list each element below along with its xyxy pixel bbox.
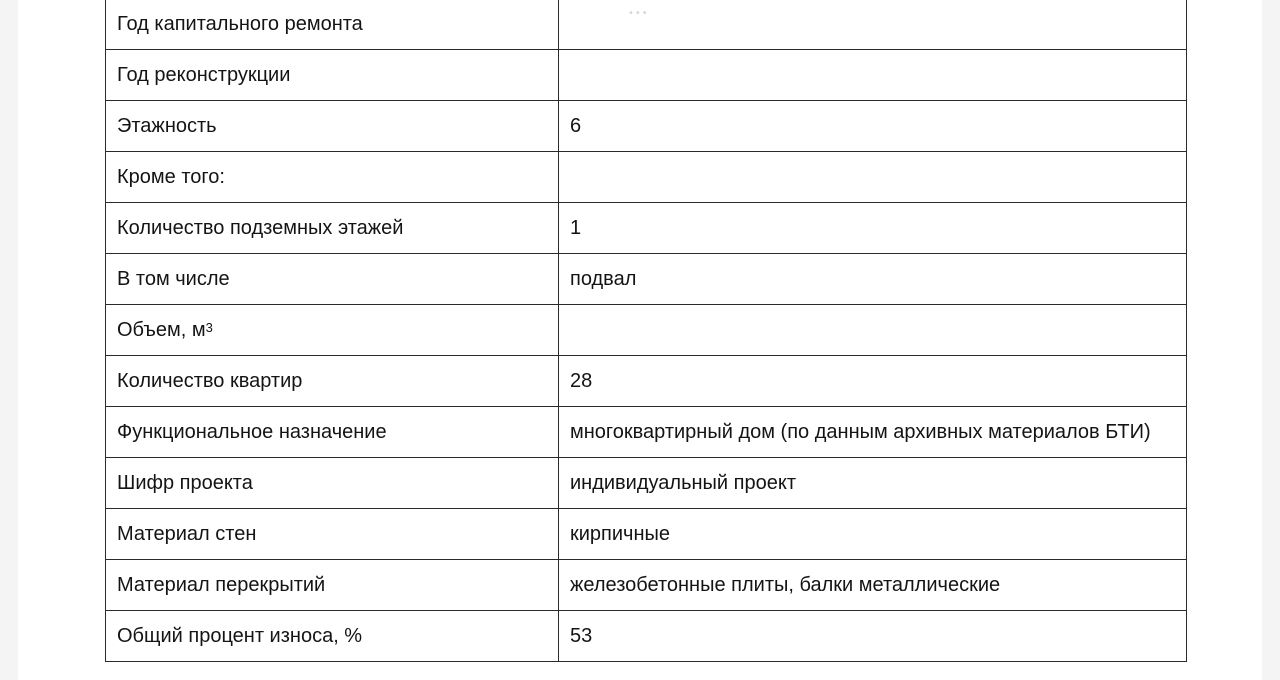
row-label: В том числе <box>106 254 559 305</box>
row-label: Шифр проекта <box>106 458 559 509</box>
row-label: Кроме того: <box>106 152 559 203</box>
superscript-3: 3 <box>205 319 213 335</box>
row-label: Функциональное назначение <box>106 407 559 458</box>
row-value <box>559 0 1187 50</box>
row-label: Количество подземных этажей <box>106 203 559 254</box>
row-value <box>559 152 1187 203</box>
row-value: железобетонные плиты, балки металлические <box>559 560 1187 611</box>
row-value: 53 <box>559 611 1187 662</box>
building-info-table <box>105 0 1187 662</box>
table-row-project-code <box>106 458 1187 509</box>
row-value: 28 <box>559 356 1187 407</box>
row-label: Объем, м <box>117 318 206 341</box>
row-value: кирпичные <box>559 509 1187 560</box>
scan-artifact-dots: ••• <box>628 8 649 19</box>
table-row-floors <box>106 101 1187 152</box>
row-label: Материал перекрытий <box>106 560 559 611</box>
table-row-purpose <box>106 407 1187 458</box>
row-label: Этажность <box>106 101 559 152</box>
row-label: Год реконструкции <box>106 50 559 101</box>
row-label-volume <box>106 305 559 356</box>
table-row-capital-repair-year <box>106 0 1187 50</box>
row-value: индивидуальный проект <box>559 458 1187 509</box>
row-value: 6 <box>559 101 1187 152</box>
table-row-floor-material <box>106 560 1187 611</box>
table-row-volume <box>106 305 1187 356</box>
table-row-underground-floors <box>106 203 1187 254</box>
row-label: Материал стен <box>106 509 559 560</box>
row-value <box>559 50 1187 101</box>
row-value: 1 <box>559 203 1187 254</box>
row-value: подвал <box>559 254 1187 305</box>
row-value: многоквартирный дом (по данным архивных материалов БТИ) <box>559 407 1187 458</box>
table-row-including <box>106 254 1187 305</box>
row-value <box>559 305 1187 356</box>
row-label: Год капитального ремонта <box>106 0 559 50</box>
table-row-reconstruction-year <box>106 50 1187 101</box>
row-label: Общий процент износа, % <box>106 611 559 662</box>
row-label: Количество квартир <box>106 356 559 407</box>
table-row-apartments <box>106 356 1187 407</box>
table-row-in-addition <box>106 152 1187 203</box>
table-row-wear-percent <box>106 611 1187 662</box>
table-row-wall-material <box>106 509 1187 560</box>
